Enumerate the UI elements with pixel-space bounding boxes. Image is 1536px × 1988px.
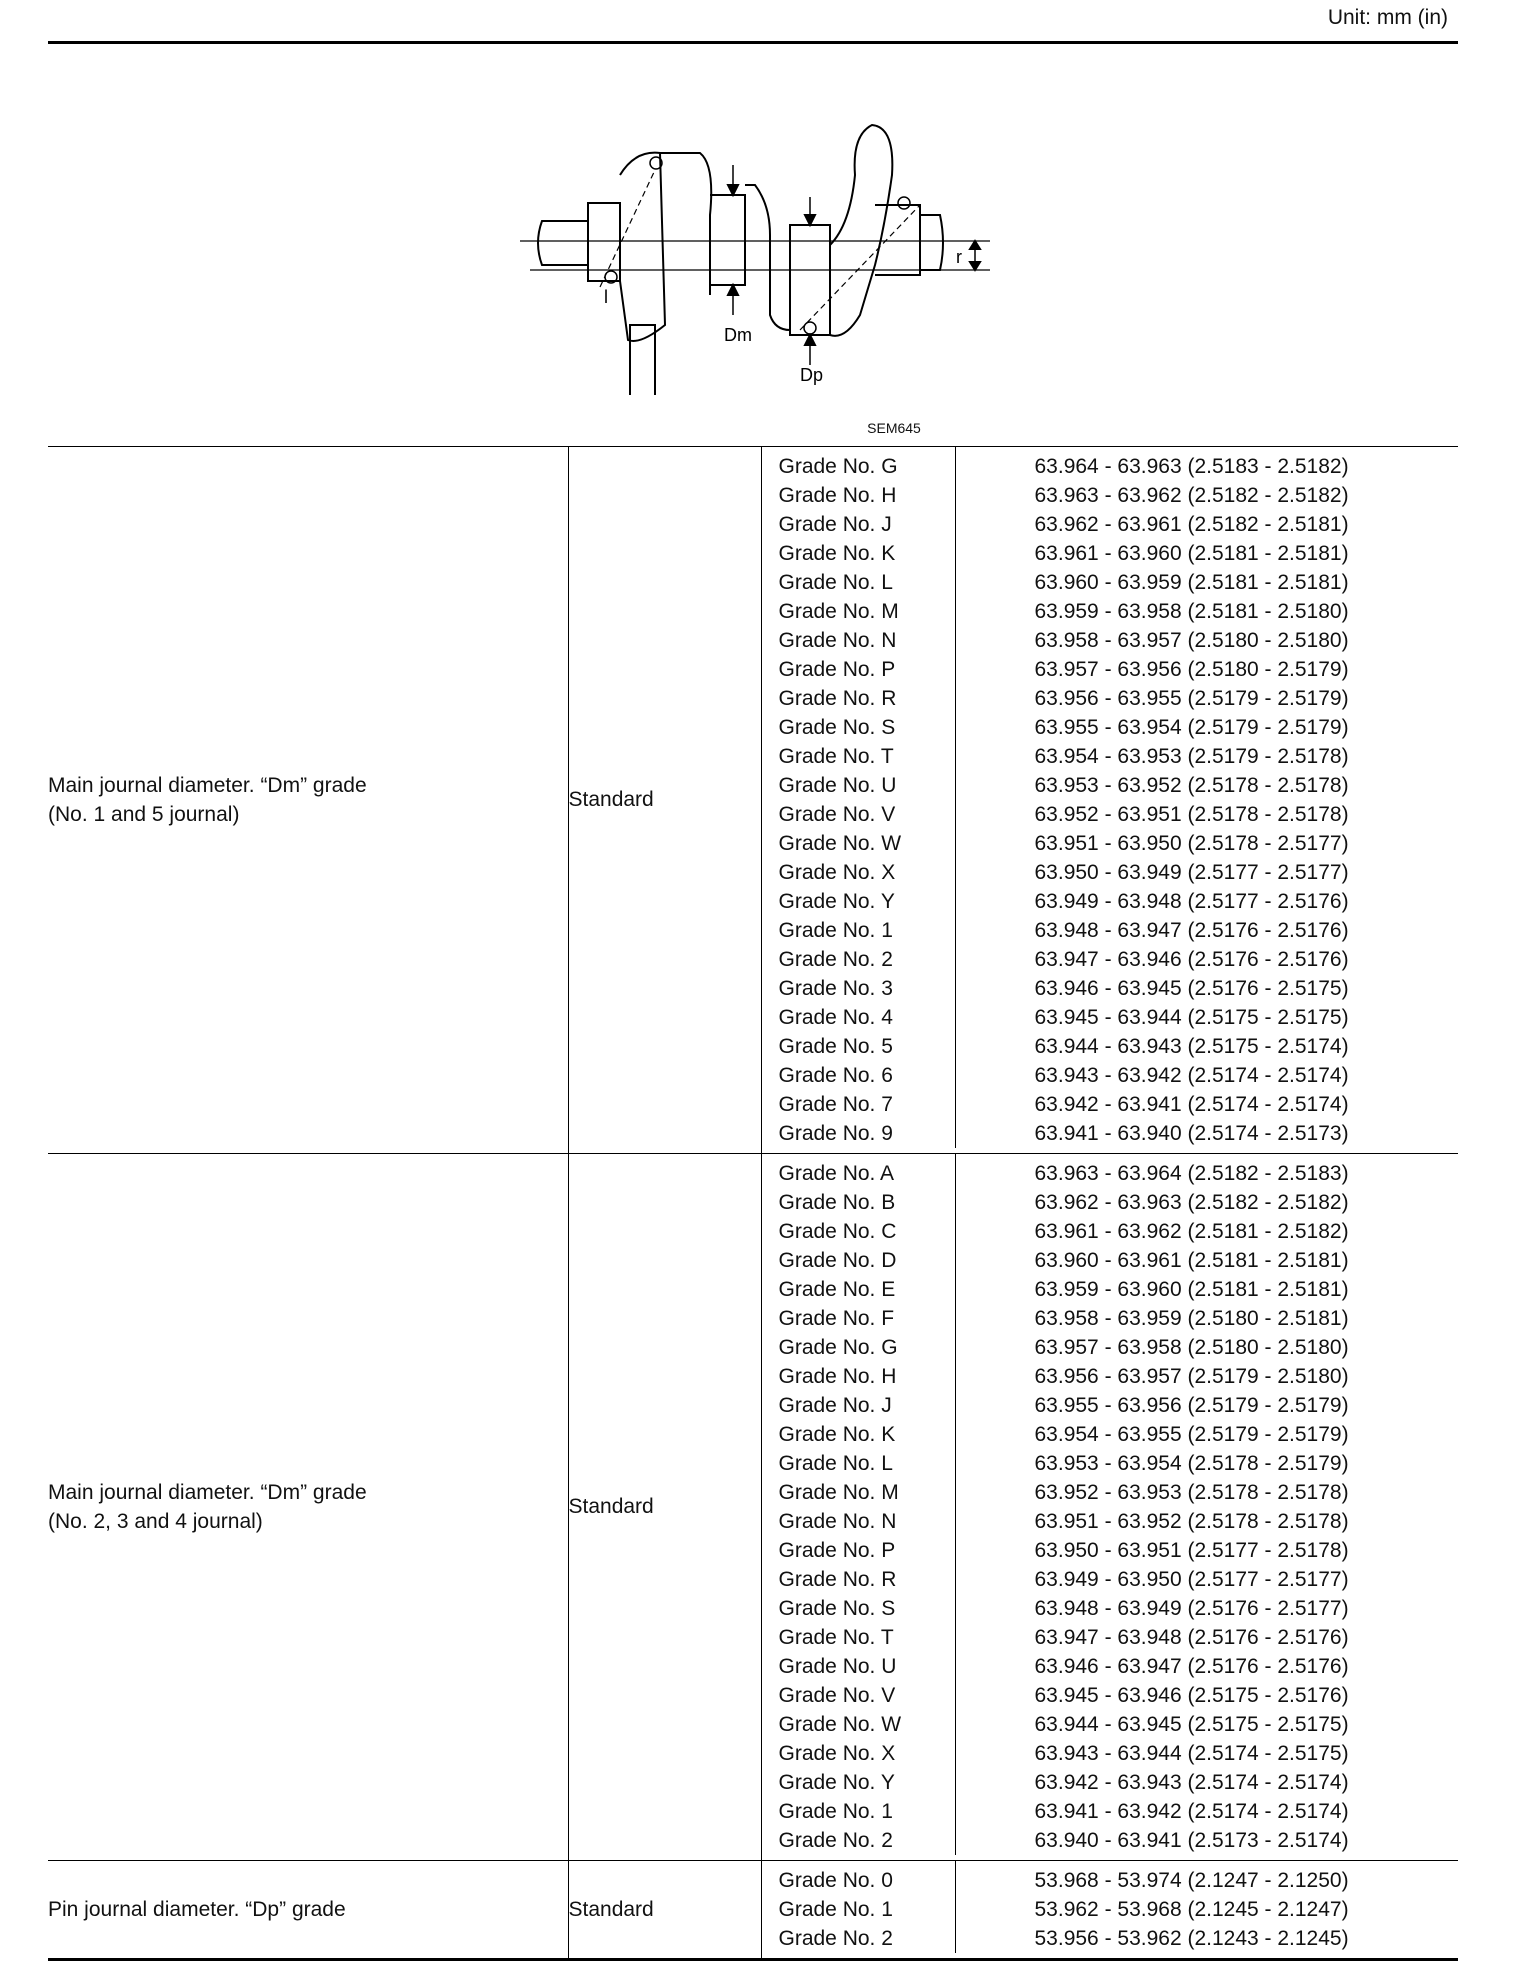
grade-value: 63.946 - 63.945 (2.5176 - 2.5175) [1034, 977, 1349, 1000]
grade-row [762, 1246, 1459, 1275]
grade-value: 63.942 - 63.941 (2.5174 - 2.5174) [1034, 1093, 1349, 1116]
grade-row [762, 452, 1459, 481]
grade-number: Grade No. S [762, 1594, 956, 1623]
grade-row [762, 1507, 1459, 1536]
grade-row [762, 1826, 1459, 1855]
r-label: r [956, 247, 962, 267]
grade-number: Grade No. 0 [762, 1861, 956, 1895]
grade-list [762, 447, 1459, 1153]
grade-row [762, 1623, 1459, 1652]
unit-label: Unit: mm (in) [1327, 6, 1448, 29]
grade-number: Grade No. V [762, 1681, 956, 1710]
grade-value: 63.953 - 63.954 (2.5178 - 2.5179) [1034, 1452, 1349, 1475]
grade-value: 63.944 - 63.945 (2.5175 - 2.5175) [1034, 1713, 1349, 1736]
grade-number: Grade No. 3 [762, 974, 956, 1003]
crankshaft-diagram [500, 115, 1020, 395]
grade-number: Grade No. J [762, 1391, 956, 1420]
grade-number: Grade No. T [762, 1623, 956, 1652]
grade-value: 63.950 - 63.949 (2.5177 - 2.5177) [1034, 861, 1349, 884]
grade-row [762, 1565, 1459, 1594]
grade-row [762, 945, 1459, 974]
grade-value: 63.944 - 63.943 (2.5175 - 2.5174) [1034, 1035, 1349, 1058]
grade-number: Grade No. 2 [762, 1924, 956, 1953]
grade-number: Grade No. X [762, 1739, 956, 1768]
section-label-line1: Main journal diameter. “Dm” grade [48, 774, 367, 797]
grade-number: Grade No. 2 [762, 945, 956, 974]
grade-row [762, 1536, 1459, 1565]
dp-label: Dp [800, 365, 824, 385]
grade-list [762, 1154, 1459, 1860]
grade-number: Grade No. L [762, 568, 956, 597]
grade-value: 63.948 - 63.947 (2.5176 - 2.5176) [1034, 919, 1349, 942]
grade-number: Grade No. N [762, 1507, 956, 1536]
grade-row [762, 539, 1459, 568]
grade-value: 63.943 - 63.944 (2.5174 - 2.5175) [1034, 1742, 1349, 1765]
grade-value: 63.959 - 63.960 (2.5181 - 2.5181) [1034, 1278, 1349, 1301]
grade-value: 63.958 - 63.957 (2.5180 - 2.5180) [1034, 629, 1349, 652]
grade-number: Grade No. F [762, 1304, 956, 1333]
grade-number: Grade No. A [762, 1154, 956, 1188]
grade-value: 53.962 - 53.968 (2.1245 - 2.1247) [1034, 1898, 1349, 1921]
spec-section [48, 1861, 1458, 1960]
grade-value: 63.952 - 63.951 (2.5178 - 2.5178) [1034, 803, 1349, 826]
grade-value: 63.947 - 63.948 (2.5176 - 2.5176) [1034, 1626, 1349, 1649]
grade-value: 63.941 - 63.940 (2.5174 - 2.5173) [1034, 1122, 1349, 1145]
grade-row [762, 771, 1459, 800]
grade-number: Grade No. J [762, 510, 956, 539]
grade-value: 63.961 - 63.962 (2.5181 - 2.5182) [1034, 1220, 1349, 1243]
grade-value: 63.943 - 63.942 (2.5174 - 2.5174) [1034, 1064, 1349, 1087]
grade-value: 63.951 - 63.950 (2.5178 - 2.5177) [1034, 832, 1349, 855]
grade-row [762, 1391, 1459, 1420]
section-label [48, 1154, 568, 1861]
grade-row [762, 1304, 1459, 1333]
grade-number: Grade No. R [762, 684, 956, 713]
grade-number: Grade No. P [762, 1536, 956, 1565]
grade-value: 63.962 - 63.961 (2.5182 - 2.5181) [1034, 513, 1349, 536]
grade-row [762, 684, 1459, 713]
spec-section [48, 447, 1458, 1154]
grade-row [762, 1420, 1459, 1449]
grade-row [762, 597, 1459, 626]
grade-value: 63.942 - 63.943 (2.5174 - 2.5174) [1034, 1771, 1349, 1794]
grade-value: 63.951 - 63.952 (2.5178 - 2.5178) [1034, 1510, 1349, 1533]
grade-row [762, 887, 1459, 916]
grade-value: 63.960 - 63.961 (2.5181 - 2.5181) [1034, 1249, 1349, 1272]
grade-row [762, 858, 1459, 887]
grade-number: Grade No. R [762, 1565, 956, 1594]
grade-number: Grade No. V [762, 800, 956, 829]
spec-table [48, 446, 1458, 1961]
grade-number: Grade No. E [762, 1275, 956, 1304]
grade-value: 63.956 - 63.955 (2.5179 - 2.5179) [1034, 687, 1349, 710]
grade-value: 63.945 - 63.944 (2.5175 - 2.5175) [1034, 1006, 1349, 1029]
grade-row [762, 1895, 1459, 1924]
grade-row [762, 1159, 1459, 1188]
grade-row [762, 655, 1459, 684]
grade-number: Grade No. X [762, 858, 956, 887]
grade-row [762, 1333, 1459, 1362]
grade-value: 63.963 - 63.964 (2.5182 - 2.5183) [1034, 1162, 1349, 1185]
grade-value: 63.948 - 63.949 (2.5176 - 2.5177) [1034, 1597, 1349, 1620]
grade-value: 63.949 - 63.950 (2.5177 - 2.5177) [1034, 1568, 1349, 1591]
grade-number: Grade No. 5 [762, 1032, 956, 1061]
section-label-line2: (No. 2, 3 and 4 journal) [48, 1510, 263, 1533]
grade-value: 63.961 - 63.960 (2.5181 - 2.5181) [1034, 542, 1349, 565]
grade-number: Grade No. P [762, 655, 956, 684]
grade-value: 63.954 - 63.953 (2.5179 - 2.5178) [1034, 745, 1349, 768]
grade-row [762, 1768, 1459, 1797]
section-label-line1: Main journal diameter. “Dm” grade [48, 1481, 367, 1504]
grade-row [762, 626, 1459, 655]
grade-value: 63.960 - 63.959 (2.5181 - 2.5181) [1034, 571, 1349, 594]
spec-section [48, 1154, 1458, 1861]
grade-row [762, 1681, 1459, 1710]
grade-row [762, 742, 1459, 771]
grade-row [762, 713, 1459, 742]
grade-row [762, 1275, 1459, 1304]
grade-row [762, 1594, 1459, 1623]
grade-row [762, 1362, 1459, 1391]
l-label: l [604, 287, 608, 307]
grade-value: 63.957 - 63.956 (2.5180 - 2.5179) [1034, 658, 1349, 681]
grade-row [762, 568, 1459, 597]
grade-number: Grade No. U [762, 771, 956, 800]
grade-row [762, 1090, 1459, 1119]
grade-number: Grade No. C [762, 1217, 956, 1246]
grade-number: Grade No. 9 [762, 1119, 956, 1148]
grade-row [762, 1710, 1459, 1739]
grade-number: Grade No. 1 [762, 1797, 956, 1826]
grade-value: 63.954 - 63.955 (2.5179 - 2.5179) [1034, 1423, 1349, 1446]
grade-number: Grade No. G [762, 447, 956, 481]
grade-row [762, 1217, 1459, 1246]
grade-number: Grade No. 2 [762, 1826, 956, 1855]
grade-row [762, 1188, 1459, 1217]
grade-number: Grade No. G [762, 1333, 956, 1362]
grade-row [762, 800, 1459, 829]
grade-value: 63.957 - 63.958 (2.5180 - 2.5180) [1034, 1336, 1349, 1359]
grade-value: 63.949 - 63.948 (2.5177 - 2.5176) [1034, 890, 1349, 913]
grade-number: Grade No. B [762, 1188, 956, 1217]
grade-value: 63.947 - 63.946 (2.5176 - 2.5176) [1034, 948, 1349, 971]
grade-row [762, 1739, 1459, 1768]
grade-row [762, 916, 1459, 945]
grade-value: 63.940 - 63.941 (2.5173 - 2.5174) [1034, 1829, 1349, 1852]
grade-row [762, 829, 1459, 858]
grade-value: 63.963 - 63.962 (2.5182 - 2.5182) [1034, 484, 1349, 507]
grade-value: 63.955 - 63.956 (2.5179 - 2.5179) [1034, 1394, 1349, 1417]
grade-number: Grade No. 7 [762, 1090, 956, 1119]
grade-number: Grade No. U [762, 1652, 956, 1681]
section-label-line1: Pin journal diameter. “Dp” grade [48, 1898, 346, 1921]
section-label-line2: (No. 1 and 5 journal) [48, 803, 240, 826]
grade-value: 53.968 - 53.974 (2.1247 - 2.1250) [1034, 1869, 1349, 1892]
grade-value: 63.958 - 63.959 (2.5180 - 2.5181) [1034, 1307, 1349, 1330]
grade-number: Grade No. H [762, 481, 956, 510]
section-label [48, 1861, 568, 1960]
grade-number: Grade No. W [762, 1710, 956, 1739]
grade-value: 53.956 - 53.962 (2.1243 - 2.1245) [1034, 1927, 1349, 1950]
grade-value: 63.946 - 63.947 (2.5176 - 2.5176) [1034, 1655, 1349, 1678]
grade-number: Grade No. Y [762, 887, 956, 916]
grade-value: 63.945 - 63.946 (2.5175 - 2.5176) [1034, 1684, 1349, 1707]
grade-number: Grade No. 6 [762, 1061, 956, 1090]
grade-row [762, 1478, 1459, 1507]
grade-number: Grade No. 1 [762, 1895, 956, 1924]
grade-row [762, 1449, 1459, 1478]
grade-row [762, 481, 1459, 510]
grade-value: 63.955 - 63.954 (2.5179 - 2.5179) [1034, 716, 1349, 739]
grade-row [762, 510, 1459, 539]
grade-number: Grade No. H [762, 1362, 956, 1391]
grade-number: Grade No. M [762, 597, 956, 626]
grade-number: Grade No. Y [762, 1768, 956, 1797]
grade-row [762, 1003, 1459, 1032]
header-rule [48, 41, 1458, 44]
grade-number: Grade No. M [762, 1478, 956, 1507]
grade-number: Grade No. 4 [762, 1003, 956, 1032]
grade-value: 63.962 - 63.963 (2.5182 - 2.5182) [1034, 1191, 1349, 1214]
grade-row [762, 1797, 1459, 1826]
section-label [48, 447, 568, 1154]
grade-value: 63.950 - 63.951 (2.5177 - 2.5178) [1034, 1539, 1349, 1562]
grade-value: 63.952 - 63.953 (2.5178 - 2.5178) [1034, 1481, 1349, 1504]
grade-row [762, 1061, 1459, 1090]
standard-label: Standard [568, 447, 761, 1154]
grade-number: Grade No. L [762, 1449, 956, 1478]
grade-row [762, 1032, 1459, 1061]
grade-value: 63.956 - 63.957 (2.5179 - 2.5180) [1034, 1365, 1349, 1388]
grade-row [762, 1652, 1459, 1681]
grade-value: 63.964 - 63.963 (2.5183 - 2.5182) [1034, 455, 1349, 478]
dm-label: Dm [724, 325, 752, 345]
grade-number: Grade No. S [762, 713, 956, 742]
grade-row [762, 1924, 1459, 1953]
grade-row [762, 1119, 1459, 1148]
grade-number: Grade No. T [762, 742, 956, 771]
grade-value: 63.959 - 63.958 (2.5181 - 2.5180) [1034, 600, 1349, 623]
grade-number: Grade No. W [762, 829, 956, 858]
figure-code: SEM645 [867, 420, 921, 436]
standard-label: Standard [568, 1861, 761, 1960]
grade-value: 63.941 - 63.942 (2.5174 - 2.5174) [1034, 1800, 1349, 1823]
grade-row [762, 974, 1459, 1003]
grade-number: Grade No. K [762, 539, 956, 568]
grade-number: Grade No. N [762, 626, 956, 655]
grade-number: Grade No. K [762, 1420, 956, 1449]
grade-list [762, 1861, 1459, 1958]
grade-value: 63.953 - 63.952 (2.5178 - 2.5178) [1034, 774, 1349, 797]
grade-number: Grade No. 1 [762, 916, 956, 945]
grade-number: Grade No. D [762, 1246, 956, 1275]
standard-label: Standard [568, 1154, 761, 1861]
grade-row [762, 1866, 1459, 1895]
